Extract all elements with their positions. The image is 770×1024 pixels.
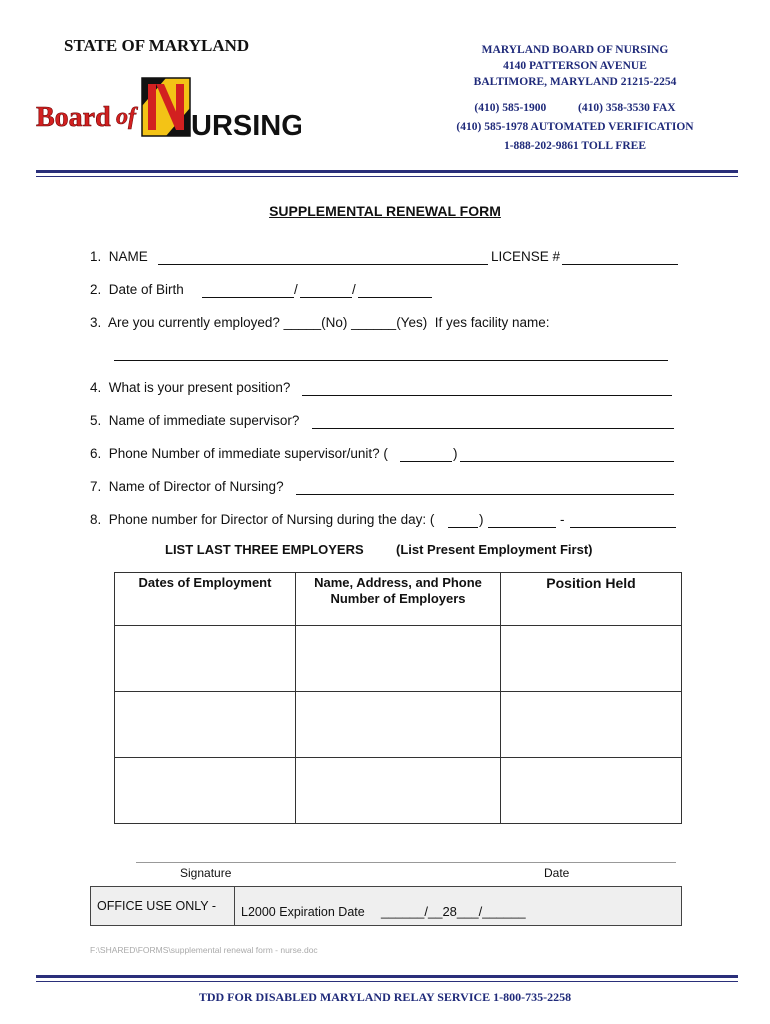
employer-2-details-cell[interactable] xyxy=(296,692,501,758)
board-of-nursing-logo xyxy=(36,76,301,144)
expiration-label: L2000 Expiration Date xyxy=(241,905,365,919)
director-phone-number-field[interactable] xyxy=(570,527,676,528)
agency-address-line2: BALTIMORE, MARYLAND 21215-2254 xyxy=(473,76,677,88)
name-field[interactable] xyxy=(158,264,488,265)
employer-3-position-cell[interactable] xyxy=(501,758,682,824)
paren-close: ) xyxy=(453,446,458,461)
employers-table xyxy=(114,572,682,824)
director-field[interactable] xyxy=(296,494,674,495)
footer-rule-thin xyxy=(36,981,738,982)
header-dates-of-employment: Dates of Employment xyxy=(115,573,296,626)
table-row xyxy=(115,626,682,692)
supervisor-area-code-field[interactable] xyxy=(400,461,452,462)
agency-address-block xyxy=(430,42,720,154)
employer-1-dates-cell[interactable] xyxy=(115,626,296,692)
employers-note: (List Present Employment First) xyxy=(396,542,593,557)
signature-line[interactable] xyxy=(136,862,676,863)
director-area-code-field[interactable] xyxy=(448,527,478,528)
question-director-phone: 8. Phone number for Director of Nursing during the day: ( xyxy=(90,512,435,527)
table-row xyxy=(115,758,682,824)
facility-name-field[interactable] xyxy=(114,360,668,361)
question-supervisor-phone: 6. Phone Number of immediate supervisor/unit? ( xyxy=(90,446,388,461)
dob-year-field[interactable] xyxy=(358,297,432,298)
paren-close: ) xyxy=(479,512,484,527)
employer-1-position-cell[interactable] xyxy=(501,626,682,692)
question-supervisor: 5. Name of immediate supervisor? xyxy=(90,413,300,428)
agency-phones xyxy=(430,100,720,116)
supervisor-phone-field[interactable] xyxy=(460,461,674,462)
agency-toll-free: 1-888-202-9861 TOLL FREE xyxy=(503,140,647,152)
employer-3-dates-cell[interactable] xyxy=(115,758,296,824)
agency-fax: (410) 358-3530 FAX xyxy=(578,102,676,114)
tdd-relay-footer: TDD FOR DISABLED MARYLAND RELAY SERVICE 1-800-735-2258 xyxy=(198,990,572,1004)
header-position-held: Position Held xyxy=(501,573,682,626)
office-use-label: OFFICE USE ONLY - xyxy=(91,887,235,925)
employers-title: LIST LAST THREE EMPLOYERS xyxy=(165,542,364,557)
footer-rule-thick xyxy=(36,975,738,978)
expiration-date: ______/__28___/______ xyxy=(381,904,526,919)
office-use-box xyxy=(90,886,682,926)
question-director: 7. Name of Director of Nursing? xyxy=(90,479,284,494)
agency-name: MARYLAND BOARD OF NURSING xyxy=(481,44,669,56)
question-date-of-birth: 2. Date of Birth xyxy=(90,282,184,297)
form-title: SUPPLEMENTAL RENEWAL FORM xyxy=(269,203,501,219)
employer-2-position-cell[interactable] xyxy=(501,692,682,758)
question-name: 1. NAME xyxy=(90,249,148,264)
file-path: F:\SHARED\FORMS\supplemental renewal form - nurse.doc xyxy=(90,945,318,955)
header-employer-details: Name, Address, and Phone Number of Employers xyxy=(296,573,501,626)
svg-text:Board: Board xyxy=(36,102,111,133)
table-row xyxy=(115,692,682,758)
svg-text:of: of xyxy=(116,104,136,130)
dob-month-field[interactable] xyxy=(202,297,294,298)
director-phone-prefix-field[interactable] xyxy=(488,527,556,528)
dob-separator: / xyxy=(352,282,356,297)
present-position-field[interactable] xyxy=(302,395,672,396)
agency-address-line1: 4140 PATTERSON AVENUE xyxy=(503,60,647,72)
svg-text:URSING: URSING xyxy=(191,110,301,142)
employer-1-details-cell[interactable] xyxy=(296,626,501,692)
dob-separator: / xyxy=(294,282,298,297)
question-employed: 3. Are you currently employed? _____(No) ______(Yes) If yes facility name: xyxy=(90,315,550,330)
agency-verification: (410) 585-1978 AUTOMATED VERIFICATION xyxy=(456,121,694,133)
header-rule-thin xyxy=(36,176,738,177)
state-heading: STATE OF MARYLAND xyxy=(64,36,250,55)
table-header-row xyxy=(115,573,682,626)
license-label: LICENSE # xyxy=(491,249,561,264)
employer-2-dates-cell[interactable] xyxy=(115,692,296,758)
employer-3-details-cell[interactable] xyxy=(296,758,501,824)
date-label: Date xyxy=(544,866,570,880)
supervisor-field[interactable] xyxy=(312,428,674,429)
dob-day-field[interactable] xyxy=(300,297,352,298)
license-field[interactable] xyxy=(562,264,678,265)
phone-dash: - xyxy=(560,512,565,527)
question-present-position: 4. What is your present position? xyxy=(90,380,291,395)
agency-phone: (410) 585-1900 xyxy=(474,102,547,114)
signature-label: Signature xyxy=(180,866,232,880)
header-rule-thick xyxy=(36,170,738,173)
